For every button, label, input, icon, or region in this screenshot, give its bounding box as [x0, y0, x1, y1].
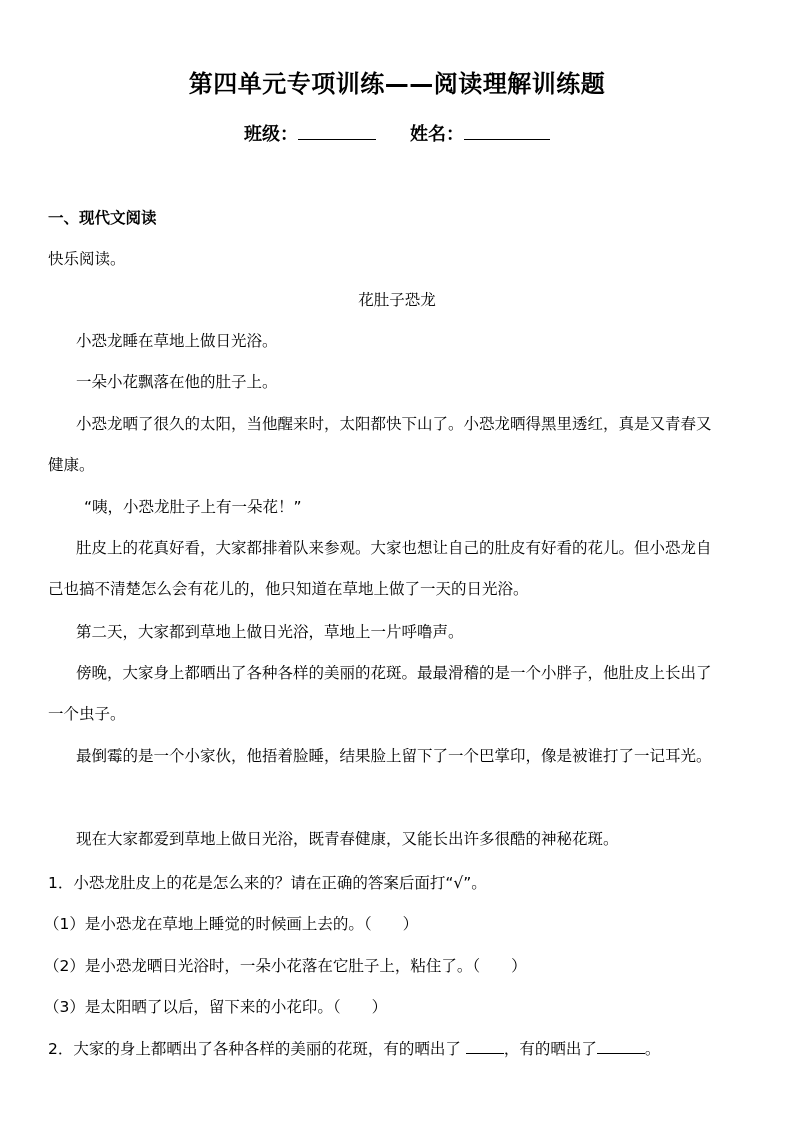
section-instruction: 快乐阅读。 — [48, 250, 126, 268]
question-1: 1．小恐龙肚皮上的花是怎么来的？请在正确的答案后面打“√”。 — [48, 874, 487, 892]
question-2-text-mid: ，有的晒出了 — [503, 1040, 597, 1058]
passage-paragraph: 一朵小花飘落在他的肚子上。 — [76, 373, 278, 391]
section-heading: 一、现代文阅读 — [48, 209, 157, 227]
answer-blank-2[interactable] — [597, 1039, 645, 1054]
passage-paragraph: 小恐龙睡在草地上做日光浴。 — [76, 332, 278, 350]
passage-paragraph: 肚皮上的花真好看，大家都排着队来参观。大家也想让自己的肚皮有好看的花儿。但小恐龙自己也搞不清楚怎么会有花儿的，他只知道在草地上做了一天的日光浴。 — [48, 539, 712, 598]
question-1-option-1[interactable]: （1）是小恐龙在草地上睡觉的时候画上去的。（ ） — [44, 915, 419, 933]
question-1-option-3[interactable]: （3）是太阳晒了以后，留下来的小花印。（ ） — [44, 998, 388, 1016]
passage-paragraph: 傍晚，大家身上都晒出了各种各样的美丽的花斑。最最滑稽的是一个小胖子，他肚皮上长出了一个虫子。 — [48, 664, 712, 723]
question-2 — [48, 1039, 660, 1059]
passage-paragraph: 现在大家都爱到草地上做日光浴，既青春健康，又能长出许多很酷的神秘花斑。 — [76, 830, 619, 848]
answer-blank-1[interactable] — [466, 1039, 504, 1054]
question-1-option-2[interactable]: （2）是小恐龙晒日光浴时，一朵小花落在它肚子上，粘住了。（ ） — [44, 957, 527, 975]
passage-title: 花肚子恐龙 — [358, 291, 436, 309]
class-label: 班级： — [244, 124, 298, 145]
class-field — [244, 120, 376, 146]
passage-paragraph: “咦，小恐龙肚子上有一朵花！” — [84, 498, 302, 516]
student-info — [0, 120, 794, 146]
passage-paragraph: 最倒霉的是一个小家伙，他捂着脸睡，结果脸上留下了一个巴掌印，像是被谁打了一记耳光。 — [76, 747, 712, 765]
passage-paragraph: 小恐龙晒了很久的太阳，当他醒来时，太阳都快下山了。小恐龙晒得黑里透红，真是又青春又健康。 — [48, 415, 712, 474]
page-title: 第四单元专项训练——阅读理解训练题 — [188, 70, 606, 98]
name-field — [410, 120, 550, 146]
class-blank[interactable] — [298, 123, 376, 140]
question-2-text: 2．大家的身上都晒出了各种各样的美丽的花斑，有的晒出了 — [48, 1040, 461, 1058]
name-blank[interactable] — [464, 123, 550, 140]
name-label: 姓名： — [410, 124, 464, 145]
passage-paragraph: 第二天，大家都到草地上做日光浴，草地上一片呼噜声。 — [76, 623, 464, 641]
question-2-text-end: 。 — [644, 1040, 661, 1058]
